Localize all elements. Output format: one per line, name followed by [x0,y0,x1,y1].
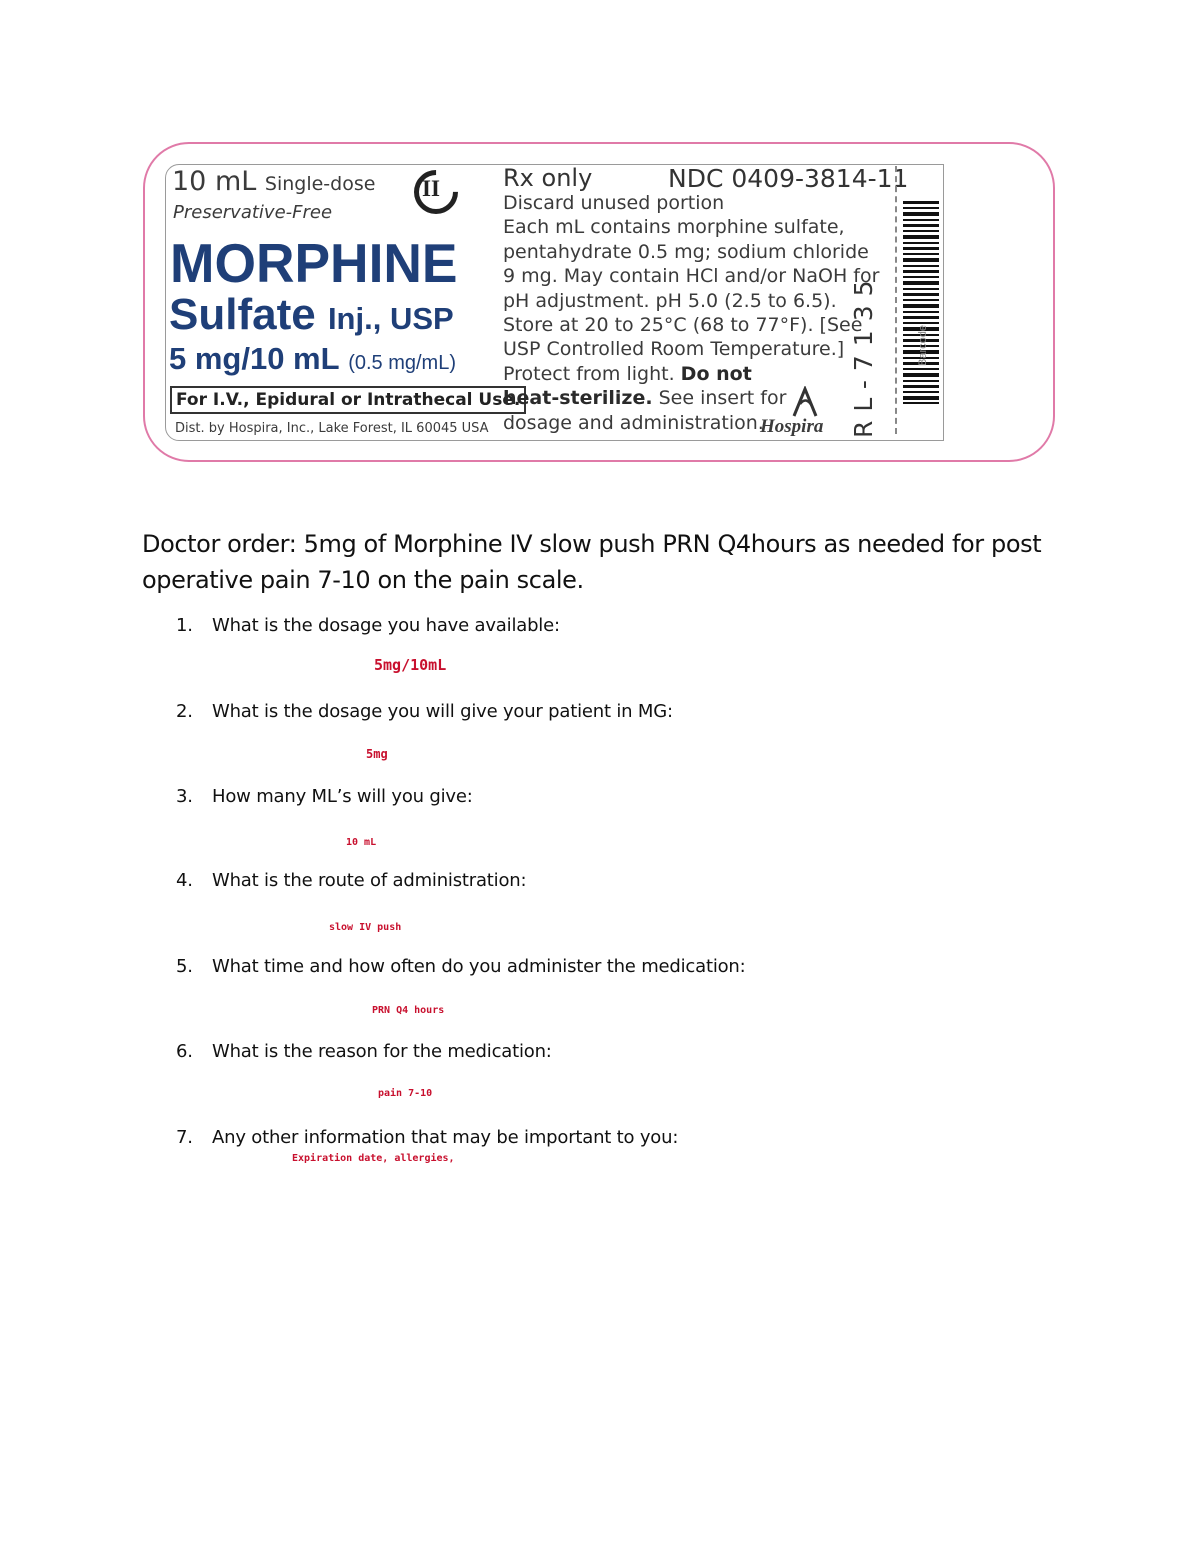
label-rx: Rx only [503,164,593,192]
doctor-order: Doctor order: 5mg of Morphine IV slow push PRN Q4hours as needed for post operative pain 7-10 on the pain scale. [142,530,1042,594]
answer-3: 10 mL [346,837,377,848]
question-1: 1. What is the dosage you have available: [176,615,560,636]
question-6: 6. What is the reason for the medication: [176,1041,552,1062]
question-2: 2. What is the dosage you will give your patient in MG: [176,701,673,722]
label-ndc: NDC 0409-3814-11 [668,164,909,193]
hospira-logo-icon [790,386,820,418]
question-7: 7. Any other information that may be important to you: [176,1127,679,1148]
label-preservative: Preservative-Free [173,202,333,223]
label-strength: 5 mg/10 mL (0.5 mg/mL) [169,341,456,376]
question-3: 3. How many ML’s will you give: [176,786,473,807]
answer-4: slow IV push [329,922,402,933]
label-body: Discard unused portion Each mL contains morphine sulfate, pentahydrate 0.5 mg; sodium chloride 9 mg. May contain HCl and/or NaOH for pH adjustment. pH 5.0 (2.5 to 6.5). Store at 20 to 25°C (68 to 77°F). [See USP Controlled Room Temperature.] Protect from light. Do not heat-sterilize. See insert for dosage and administration. [503,192,880,434]
label-distributor: Dist. by Hospira, Inc., Lake Forest, IL 60045 USA [175,421,489,436]
schedule-symbol: II [422,176,440,201]
answer-5: PRN Q4 hours [372,1005,445,1016]
question-4: 4. What is the route of administration: [176,870,527,891]
question-5: 5. What time and how often do you administer the medication: [176,956,746,977]
label-code: RL-7135 [849,271,878,438]
label-use: For I.V., Epidural or Intrathecal Use. [170,386,526,414]
label-salt: Sulfate Inj., USP [169,290,454,339]
barcode-text: Barcode [917,325,929,366]
answer-1: 5mg/10mL [374,656,447,674]
label-manufacturer: Hospira [760,416,824,437]
answer-7: Expiration date, allergies, [292,1153,455,1164]
barcode-icon [903,201,939,404]
label-divider [895,166,897,434]
answer-2: 5mg [366,747,388,761]
label-drug-name: MORPHINE [170,232,458,294]
answer-6: pain 7-10 [378,1088,433,1099]
label-volume: 10 mL Single-dose [172,166,376,197]
